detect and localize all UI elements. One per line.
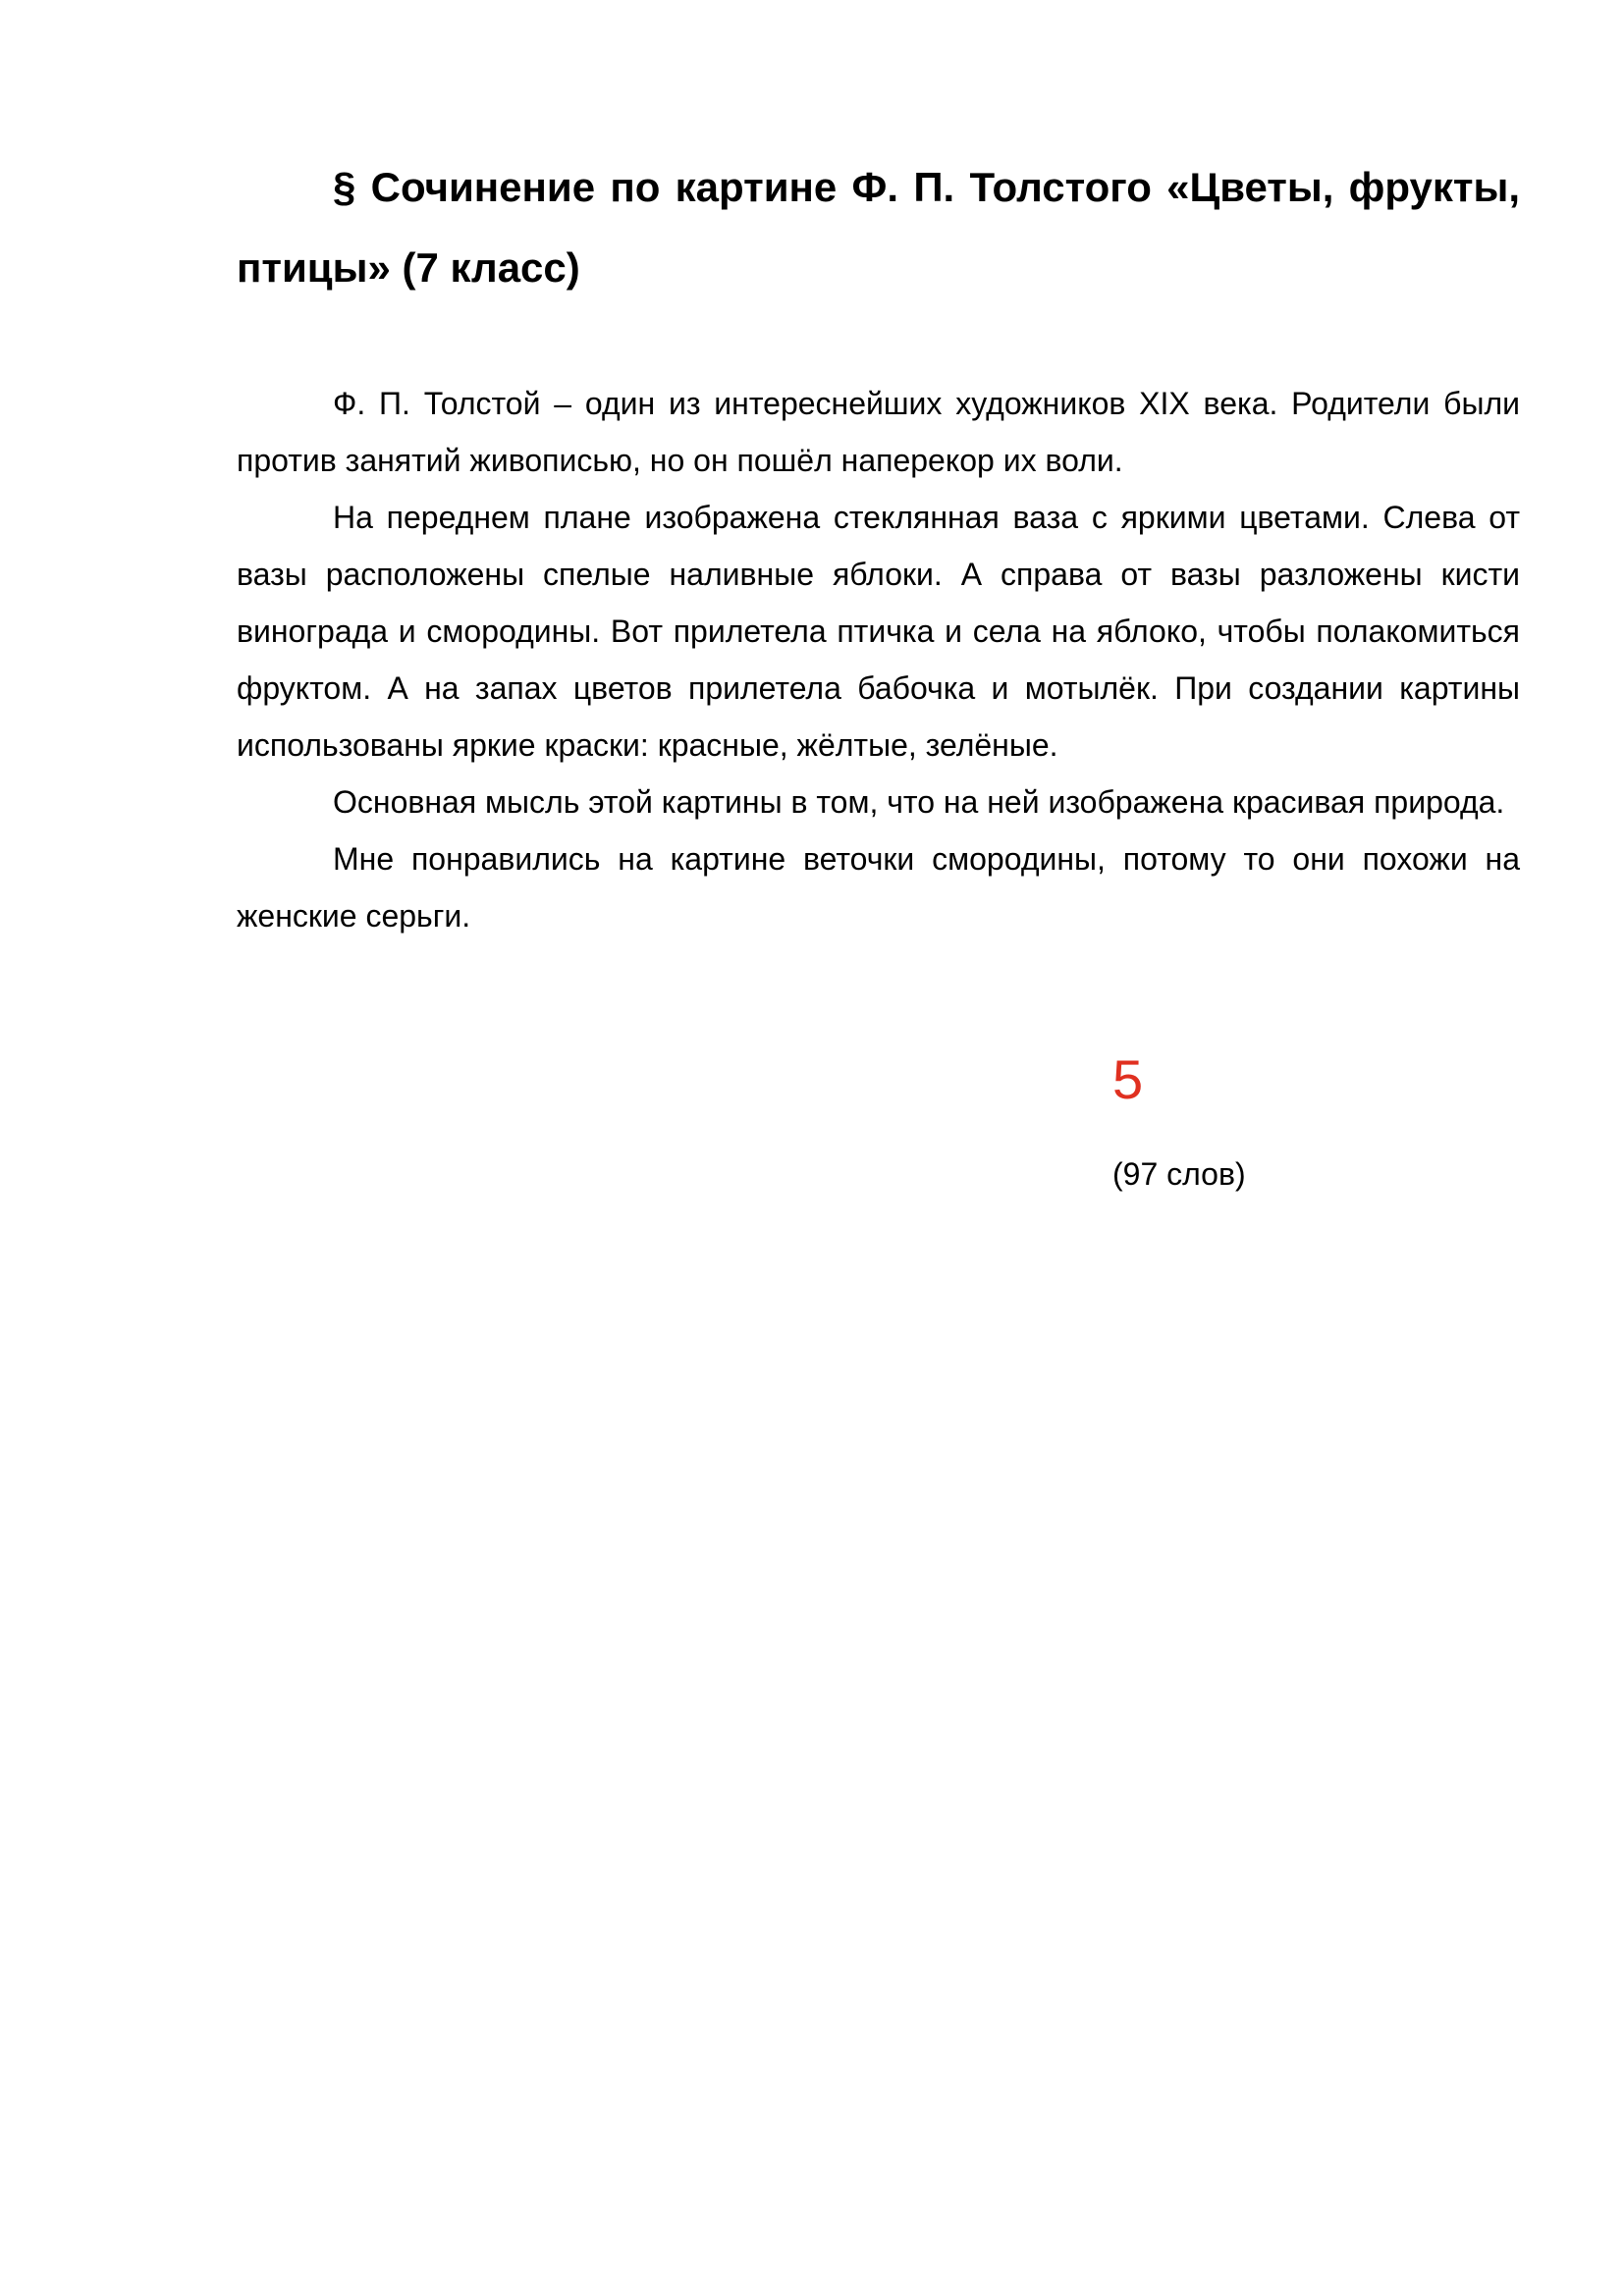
essay-body [237,375,1520,944]
essay-paragraph-1: Ф. П. Толстой – один из интереснейших художников XIX века. Родители были против занятий живописью, но он пошёл наперекор их воли. [237,386,1520,478]
essay-paragraph-3: Основная мысль этой картины в том, что на ней изображена красивая природа. [333,784,1505,820]
grade-mark: 5 [1112,1048,1144,1110]
word-count: (97 слов) [1112,1156,1246,1192]
essay-title: § Сочинение по картине Ф. П. Толстого «Цветы, фрукты, птицы» (7 класс) [237,164,1520,291]
essay-paragraph-4: Мне понравились на картине веточки смородины, потому то они похожи на женские серьги. [237,841,1520,934]
document-content [237,147,1520,944]
essay-paragraph-2: На переднем плане изображена стеклянная ваза с яркими цветами. Слева от вазы расположены спелые наливные яблоки. А справа от вазы разложены кисти винограда и смородины. Вот прилетела птичка и села на яблоко, чтобы полакомиться фруктом. А на запах цветов прилетела бабочка и мотылёк. При создании картины использованы яркие краски: красные, жёлтые, зелёные. [237,500,1520,763]
